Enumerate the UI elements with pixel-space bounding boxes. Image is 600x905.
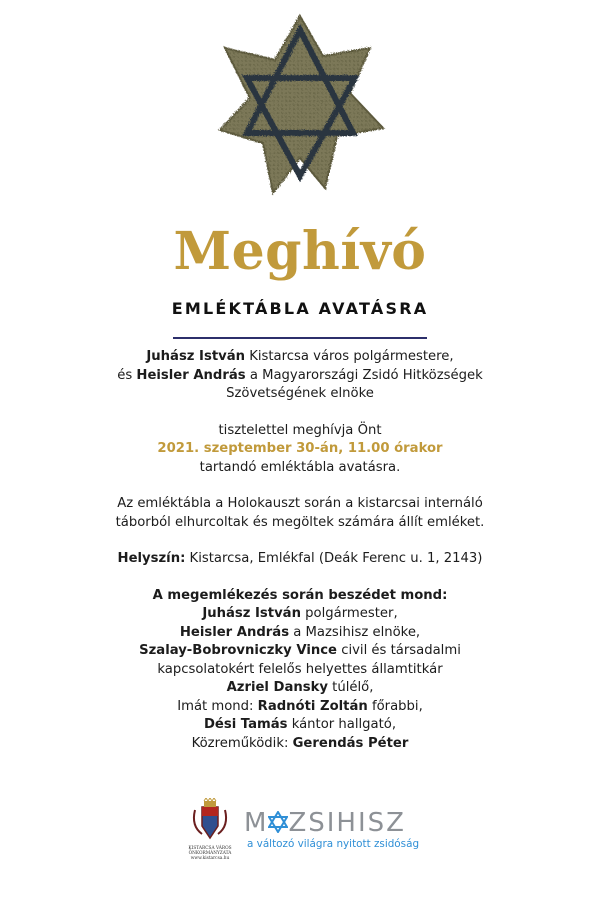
host-line-1	[20, 348, 580, 367]
speaker-4-role: túlélő,	[327, 680, 374, 695]
speaker-1-name: Juhász István	[202, 606, 301, 621]
host-role-2: a Magyarországi Zsidó Hitközségek	[245, 367, 483, 383]
speaker-2-role: a Mazsihisz elnöke,	[289, 624, 421, 640]
speaker-4-name: Azriel Dansky	[226, 680, 328, 695]
speaker-7	[20, 735, 580, 754]
host-name-2: Heisler András	[136, 367, 246, 383]
purpose-line-1: Az emléktábla a Holokauszt során a kistarcsai internáló	[117, 496, 483, 511]
host-and: és	[117, 367, 137, 383]
speaker-3	[20, 642, 580, 661]
host-name-1: Juhász István	[146, 349, 246, 364]
host-role-1: Kistarcsa város polgármestere,	[245, 349, 454, 364]
speaker-5-role: főrabbi,	[367, 698, 423, 714]
star-of-david-icon	[268, 811, 288, 833]
divider	[173, 337, 427, 339]
speaker-6-name: Dési Tamás	[203, 717, 288, 732]
crest-line-2: ÖNKORMÁNYZATA	[188, 851, 232, 856]
speaker-5-name: Radnóti Zoltán	[257, 698, 368, 714]
speaker-7-prefix: Közreműködik:	[191, 735, 293, 751]
speaker-7-name: Gerendás Péter	[292, 735, 409, 751]
mazsihisz-wordmark	[244, 808, 406, 838]
crest-line-3: www.kistarcsa.hu	[190, 856, 230, 861]
venue-label: Helyszín:	[117, 551, 186, 566]
speaker-6	[20, 716, 580, 735]
mazsihisz-wordmark-start: M	[244, 808, 269, 838]
event-date: 2021. szeptember 30-án, 11.00 órakor	[157, 441, 443, 456]
page-subtitle: EMLÉKTÁBLA AVATÁSRA	[171, 299, 429, 318]
speaker-3-role-cont: kapcsolatokért felelős helyettes államtitkár	[157, 661, 443, 677]
speakers-heading	[20, 587, 580, 606]
speaker-3-name: Szalay-Bobrovniczky Vince	[139, 643, 337, 658]
invitation-body	[20, 348, 580, 753]
page-title: Meghívó	[173, 221, 427, 282]
mazsihisz-tagline: a változó világra nyitott zsidóság	[247, 838, 420, 850]
host-line-3: Szövetségének elnöke	[226, 386, 374, 401]
speaker-5-prefix: Imát mond:	[177, 698, 258, 714]
speaker-4	[20, 679, 580, 698]
speaker-2	[20, 624, 580, 643]
crest-caption	[168, 846, 252, 861]
speaker-5	[20, 698, 580, 717]
mazsihisz-logo	[244, 808, 434, 858]
speakers-heading-text: A megemlékezés során beszédet mond:	[152, 587, 448, 603]
mazsihisz-wordmark-end: ZSIHISZ	[288, 808, 406, 838]
speaker-1-role: polgármester,	[300, 606, 398, 621]
event-line: tartandó emléktábla avatásra.	[199, 459, 401, 475]
venue-text: Kistarcsa, Emlékfal (Deák Ferenc u. 1, 2143)	[185, 551, 483, 566]
speaker-1	[20, 605, 580, 624]
star-badge-image	[205, 8, 395, 208]
speaker-6-role: kántor hallgató,	[287, 717, 397, 732]
purpose-line-2: táborból elhurcoltak és megöltek számára állít emléket.	[115, 514, 485, 530]
speaker-2-name: Heisler András	[179, 624, 290, 640]
venue-line	[20, 550, 580, 569]
invite-line: tisztelettel meghívja Önt	[218, 422, 382, 438]
host-line-2	[20, 367, 580, 386]
crest-line-1: KISTARCSA VÁROS	[188, 846, 232, 851]
speaker-3-role: civil és társadalmi	[337, 643, 461, 658]
